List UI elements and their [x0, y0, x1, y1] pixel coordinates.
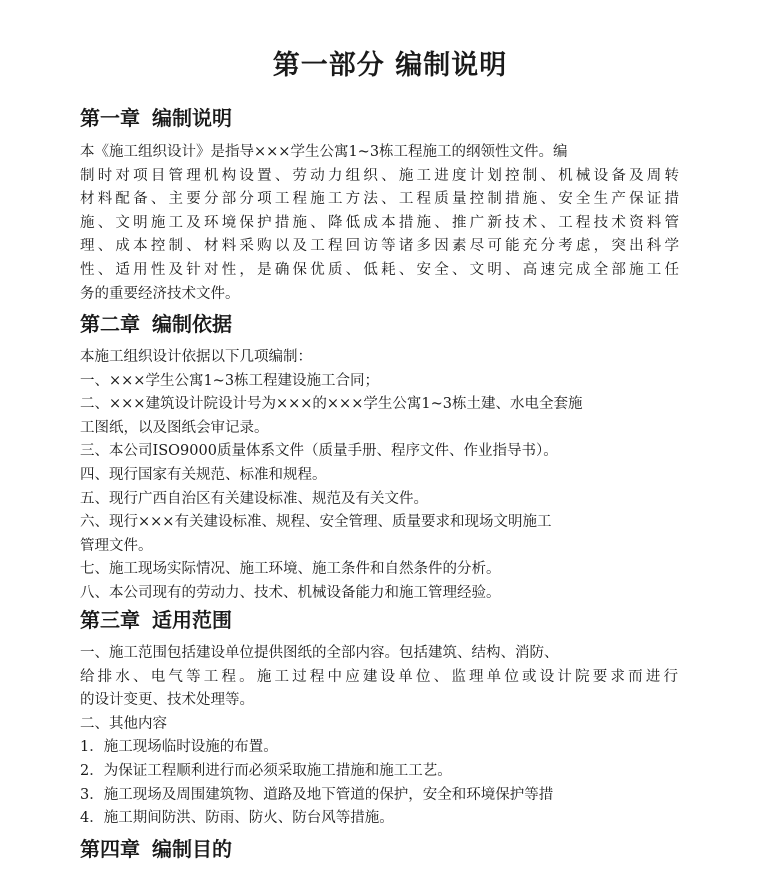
chapter-1-line: 理、成本控制、材料采购以及工程回访等诸多因素尽可能充分考虑，突出科学 — [80, 238, 679, 255]
chapter-4-number: 第四章 — [80, 837, 140, 861]
chapter-3-line: 一、施工范围包括建设单位提供图纸的全部内容。包括建筑、结构、消防、 — [80, 645, 559, 661]
chapter-2-body — [80, 346, 720, 606]
chapter-1-line: 施、文明施工及环境保护措施、降低成本措施、推广新技术、工程技术资料管 — [80, 214, 679, 231]
chapter-1-line: 制时对项目管理机构设置、劳动力组织、施工进度计划控制、机械设备及周转 — [80, 167, 679, 184]
chapter-3-heading — [80, 606, 232, 634]
chapter-1-heading — [80, 104, 232, 132]
chapter-3-number: 第三章 — [80, 608, 140, 632]
chapter-2-line: 管理文件。 — [80, 537, 153, 554]
chapter-2-line: 七、施工现场实际情况、施工环境、施工条件和自然条件的分析。 — [80, 561, 501, 578]
chapter-2-line: 一、×××学生公寓1~3栋工程建设施工合同； — [80, 372, 380, 389]
chapter-3-line: 给排水、电气等工程。施工过程中应建设单位、监理单位或设计院要求而进行 — [80, 668, 678, 685]
chapter-3-line: 二、其他内容 — [80, 715, 167, 732]
chapter-3-body — [80, 642, 720, 831]
chapter-3-title: 适用范围 — [152, 608, 232, 632]
chapter-1-line: 材料配备、主要分部分项工程施工方法、工程质量控制措施、安全生产保证措 — [80, 191, 679, 208]
chapter-4-title: 编制目的 — [152, 837, 232, 861]
chapter-1-line: 本《施工组织设计》是指导×××学生公寓1~3栋工程施工的纲领性文件。编 — [80, 144, 568, 160]
chapter-2-line: 三、本公司ISO9000质量体系文件（质量手册、程序文件、作业指导书）。 — [80, 443, 558, 460]
chapter-1-body — [80, 141, 720, 306]
chapter-2-line: 八、本公司现有的劳动力、技术、机械设备能力和施工管理经验。 — [80, 584, 501, 601]
chapter-1-number: 第一章 — [80, 106, 140, 130]
chapter-2-line: 本施工组织设计依据以下几项编制： — [80, 349, 312, 365]
chapter-3-line: 3．施工现场及周围建筑物、道路及地下管道的保护，安全和环境保护等措 — [80, 786, 554, 803]
document-title: 第一部分 编制说明 — [272, 50, 508, 81]
chapter-2-title: 编制依据 — [152, 312, 232, 336]
chapter-1-line: 务的重要经济技术文件。 — [80, 285, 240, 302]
chapter-3-line: 1．施工现场临时设施的布置。 — [80, 739, 278, 756]
chapter-4-heading — [80, 835, 232, 863]
chapter-2-line: 六、现行×××有关建设标准、规程、安全管理、质量要求和现场文明施工 — [80, 514, 552, 531]
chapter-2-line: 二、×××建筑设计院设计号为×××的×××学生公寓1~3栋土建、水电全套施 — [80, 396, 583, 413]
chapter-3-line: 的设计变更、技术处理等。 — [80, 692, 254, 709]
chapter-2-line: 工图纸，以及图纸会审记录。 — [80, 419, 269, 436]
chapter-3-line: 4．施工期间防洪、防雨、防火、防台风等措施。 — [80, 810, 394, 827]
chapter-1-title: 编制说明 — [152, 106, 232, 130]
chapter-3-line: 2．为保证工程顺利进行而必须采取施工措施和施工工艺。 — [80, 762, 452, 779]
chapter-1-line: 性、适用性及针对性，是确保优质、低耗、安全、文明、高速完成全部施工任 — [80, 261, 679, 278]
chapter-2-heading — [80, 310, 232, 338]
chapter-2-number: 第二章 — [80, 312, 140, 336]
chapter-2-line: 五、现行广西自治区有关建设标准、规范及有关文件。 — [80, 490, 428, 507]
chapter-2-line: 四、现行国家有关规范、标准和规程。 — [80, 466, 327, 483]
